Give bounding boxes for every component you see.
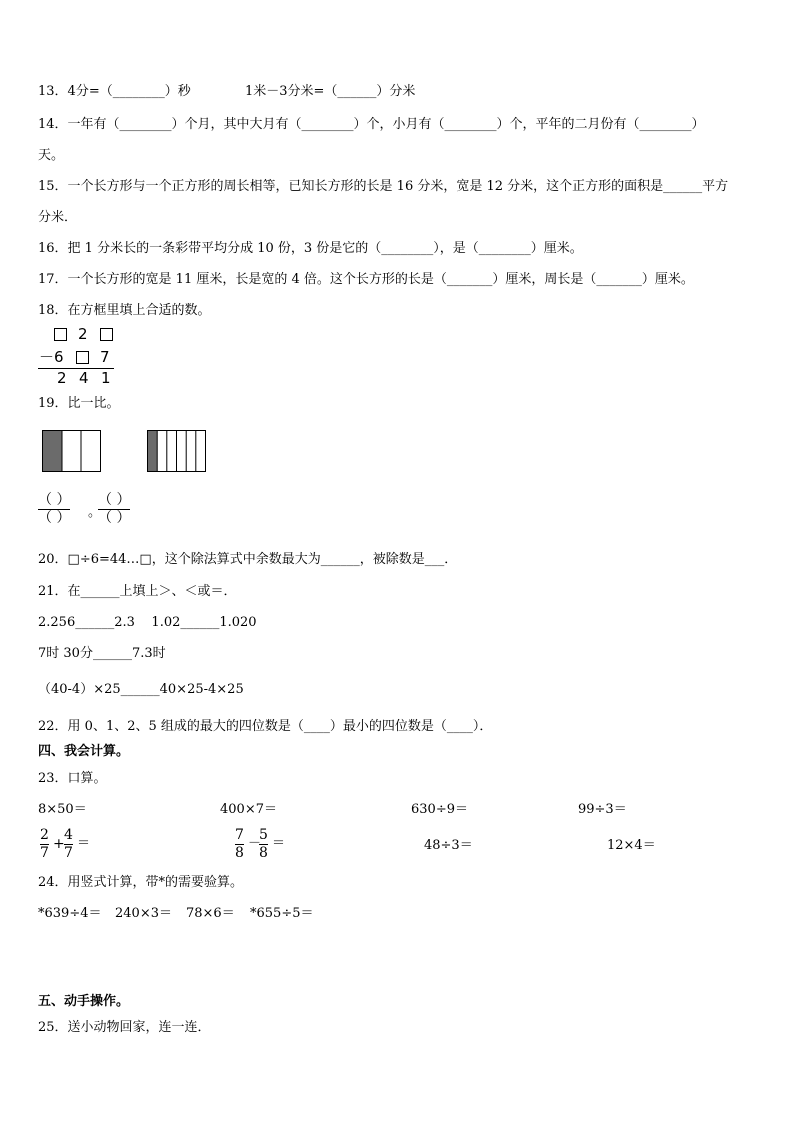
shaded-part (43, 431, 63, 472)
fraction-blank-right[interactable] (98, 492, 130, 527)
q23-title: 23．口算。 (38, 771, 107, 786)
blank-box[interactable] (76, 351, 89, 364)
vertical-calc-item: *639÷4＝ (38, 906, 102, 921)
numerator: 5 (259, 827, 268, 843)
denominator: （ ） (38, 510, 71, 526)
q18-title: 18．在方框里填上合适的数。 (38, 303, 211, 318)
calc-item: 12×4＝ (607, 838, 656, 853)
digit: 2 (57, 369, 67, 387)
calc-item: 48÷3＝ (424, 838, 473, 853)
digit: 7 (100, 348, 110, 366)
minus-sign: － (248, 836, 262, 851)
bar-thirds (42, 430, 104, 473)
numerator: （ ） (98, 492, 131, 508)
vertical-calc-item: 240×3＝ (115, 906, 172, 921)
q17: 17．一个长方形的宽是 11 厘米，长是宽的 4 倍。这个长方形的长是（_______）厘米，周长是（_______）厘米。 (38, 272, 694, 287)
fraction-five-eighths (259, 827, 268, 862)
fraction-two-sevenths (40, 827, 49, 862)
numerator: （ ） (38, 492, 71, 508)
blank-box[interactable] (100, 328, 113, 341)
numerator: 2 (40, 827, 49, 843)
vertical-calc-item: *655÷5＝ (250, 906, 314, 921)
q21-title: 21．在______上填上＞、＜或＝． (38, 584, 237, 599)
q15-line1: 15．一个长方形与一个正方形的周长相等，已知长方形的长是 16 分米，宽是 12 分米，这个正方形的面积是______平方 (38, 179, 729, 194)
denominator: 7 (64, 845, 73, 861)
denominator: 7 (40, 845, 49, 861)
section-four-title: 四、我会计算。 (38, 744, 130, 759)
q22: 22．用 0、1、2、5 组成的最大的四位数是（____）最小的四位数是（____）． (38, 719, 493, 734)
bar-sixths (147, 430, 209, 473)
q16: 16．把 1 分米长的一条彩带平均分成 10 份，3 份是它的（________），是（________）厘米。 (38, 241, 583, 256)
q21-row1: 2.256______2.3 1.02______1.020 (38, 615, 257, 630)
calc-item: 99÷3＝ (578, 802, 627, 817)
q13-part-a: 13．4分=（________）秒 (38, 84, 191, 99)
blank-box[interactable] (54, 328, 67, 341)
q14-line2: 天。 (38, 148, 65, 163)
q24-title: 24．用竖式计算，带*的需要验算。 (38, 875, 244, 890)
shaded-part (148, 431, 158, 472)
q15-line2: 分米． (38, 210, 78, 225)
q19-title: 19．比一比。 (38, 396, 120, 411)
digit: 1 (101, 369, 111, 387)
denominator: （ ） (98, 510, 131, 526)
denominator: 8 (235, 845, 244, 861)
calc-item: 630÷9＝ (411, 802, 468, 817)
compare-mark: 。 (88, 505, 102, 520)
calc-item: 400×7＝ (220, 802, 277, 817)
minus-six: －6 (39, 348, 64, 366)
fraction-blank-left[interactable] (38, 492, 70, 527)
denominator: 8 (259, 845, 268, 861)
plus-sign: + (53, 836, 65, 852)
digit: 4 (79, 369, 89, 387)
q21-row3: （40-4）×25______40×25-4×25 (38, 682, 244, 697)
equals-sign: ＝ (77, 836, 91, 851)
numerator: 7 (235, 827, 244, 843)
q13-part-b: 1米－3分米=（______）分米 (245, 84, 416, 99)
numerator: 4 (64, 827, 73, 843)
digit: 2 (78, 325, 88, 343)
calc-item: 8×50＝ (38, 802, 87, 817)
q14-line1: 14．一年有（________）个月，其中大月有（________）个，小月有（________）个，平年的二月份有（________） (38, 117, 705, 132)
vertical-calc-item: 78×6＝ (186, 906, 235, 921)
q25: 25．送小动物回家，连一连． (38, 1020, 211, 1035)
q21-row2: 7时 30分______7.3时 (38, 646, 166, 661)
section-five-title: 五、动手操作。 (38, 994, 130, 1009)
equals-sign: ＝ (272, 836, 286, 851)
q20: 20．□÷6=44…□，这个除法算式中余数最大为______，被除数是___． (38, 552, 458, 567)
fraction-four-sevenths (64, 827, 73, 862)
fraction-seven-eighths (235, 827, 244, 862)
